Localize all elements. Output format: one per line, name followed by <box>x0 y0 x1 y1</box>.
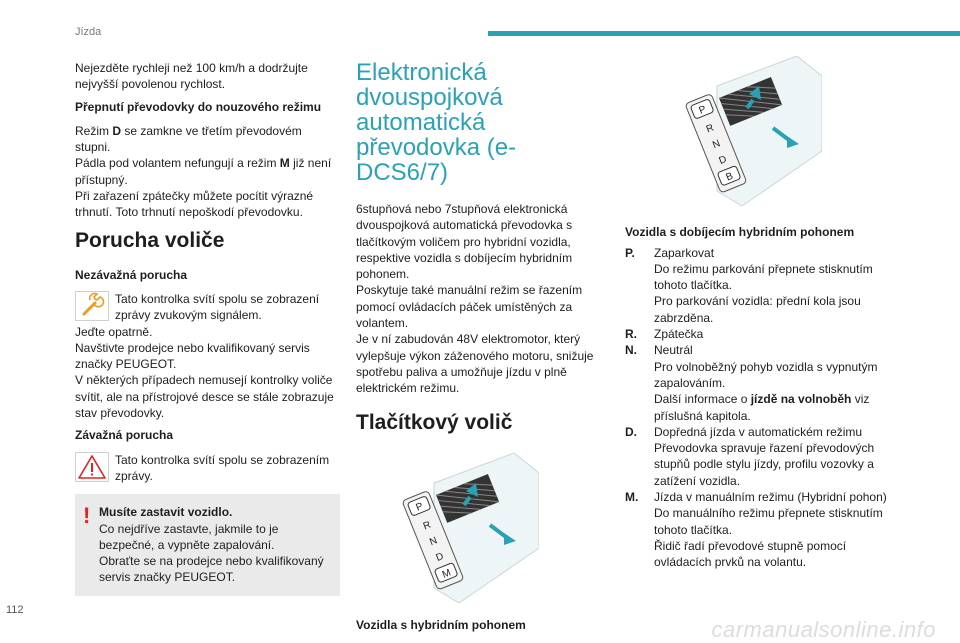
exclamation-icon: ! <box>83 503 91 529</box>
selector-button-n: N <box>711 138 722 152</box>
alert-line: Co nejdříve zastavte, jakmile to je bezpečné, a vypněte zapalování. <box>99 521 279 552</box>
speed-note: Nejezděte rychleji než 100 km/h a dodržujte nejvyšší povolenou rychlost. <box>75 61 308 92</box>
selector-button-p: P <box>414 500 425 514</box>
watermark-text: carmanualsonline.info <box>711 617 936 642</box>
column-left <box>75 60 340 596</box>
intro-paragraph: 6stupňová nebo 7stupňová elektronická dvouspojková automatická převodovka s tlačítkovým voličem pro hybridní vozidla, respektive vozidla s dobíjecím hybridním pohonem. <box>356 202 573 282</box>
warning-triangle-icon <box>75 452 109 482</box>
emergency-mode-line: Pádla pod volantem nefungují a režim M již není přístupný. <box>75 156 332 187</box>
major-fault-text: Tato kontrolka svítí spolu se zobrazením zprávy. <box>115 452 330 483</box>
plugin-hybrid-selector-illustration <box>677 56 895 210</box>
minor-fault-line: Jeďte opatrně. <box>75 324 153 339</box>
section-title: Elektronická dvouspojková automatická převodovka (e-DCS6/7) <box>356 59 517 186</box>
minor-fault-row <box>75 291 340 324</box>
legend-item-m: M. Jízda v manuálním režimu (Hybridní pohon) Do manuálního režimu přepnete stisknutím tohoto tlačítka. Řidič řadí převodové stupně pomocí ovládacích prvků na volantu. <box>625 490 887 570</box>
intro-paragraph: Poskytuje také manuální režim se řazením pomocí ovládacích páček umístěných za volantem. <box>356 283 583 331</box>
column-right <box>625 60 895 571</box>
emergency-mode-line: Při zařazení zpátečky můžete pocítit výrazné trhnutí. Toto trhnutí nepoškodí převodovku. <box>75 189 314 220</box>
legend-item-p: P. Zaparkovat Do režimu parkování přepnete stisknutím tohoto tlačítka. Pro parkování vozidla: přední kola jsou zabrzděna. <box>625 245 873 325</box>
selector-button-m: M <box>440 567 453 581</box>
selector-button-r: R <box>704 122 716 136</box>
alert-line: Obraťte se na prodejce nebo kvalifikovaný servis značky PEUGEOT. <box>99 554 324 585</box>
page-number: 112 <box>6 604 24 616</box>
hybrid-selector-illustration <box>394 453 606 607</box>
legend-item-r: R. Zpátečka <box>625 327 704 342</box>
emergency-mode-line: Režim D se zamkne ve třetím převodovém stupni. <box>75 123 302 155</box>
hybrid-caption: Vozidla s hybridním pohonem <box>356 617 526 632</box>
button-selector-heading: Tlačítkový volič <box>356 410 513 434</box>
selector-button-n: N <box>428 534 439 548</box>
minor-fault-line: V některých případech nemusejí kontrolky voliče svítit, ale na přístrojové desce se stále zobrazuje stav převodovky. <box>75 373 334 421</box>
selector-button-d: D <box>434 550 446 564</box>
major-fault-title: Závažná porucha <box>75 428 174 443</box>
selector-button-d: D <box>717 153 729 167</box>
stop-vehicle-alert <box>75 494 340 595</box>
selector-button-p: P <box>697 103 708 117</box>
selector-button-b: B <box>724 170 735 184</box>
column-middle <box>356 60 606 633</box>
selector-fault-heading: Porucha voliče <box>75 228 225 252</box>
minor-fault-text: Tato kontrolka svítí spolu se zobrazení zprávy zvukovým signálem. <box>115 291 320 323</box>
plugin-hybrid-caption: Vozidla s dobíjecím hybridním pohonem <box>625 225 855 240</box>
major-fault-row <box>75 452 340 485</box>
intro-paragraph: Je v ní zabudován 48V elektromotor, který vylepšuje výkon záženového motoru, snižuje spotřebu paliva a umožňuje jízdu v plně elektrickém režimu. <box>356 332 594 396</box>
section-label: Jízda <box>75 26 102 38</box>
minor-fault-line: Navštivte prodejce nebo kvalifikovaný servis značky PEUGEOT. <box>75 340 310 372</box>
emergency-mode-title: Přepnutí převodovky do nouzového režimu <box>75 99 322 114</box>
minor-fault-title: Nezávažná porucha <box>75 267 188 282</box>
header-accent-bar <box>488 31 960 36</box>
wrench-warning-icon <box>75 291 109 321</box>
selector-button-r: R <box>421 518 433 532</box>
legend-item-n: N. Neutrál Pro volnoběžný pohyb vozidla s vypnutým zapalováním. Další informace o jízdě na volnoběh viz příslušná kapitola. <box>625 343 878 423</box>
legend-item-d: D. Dopředná jízda v automatickém režimu Převodovka spravuje řazení převodových stupňů podle stylu jízdy, profilu vozovky a zatížení vozidla. <box>625 424 875 488</box>
alert-title: Musíte zastavit vozidlo. <box>99 505 233 520</box>
